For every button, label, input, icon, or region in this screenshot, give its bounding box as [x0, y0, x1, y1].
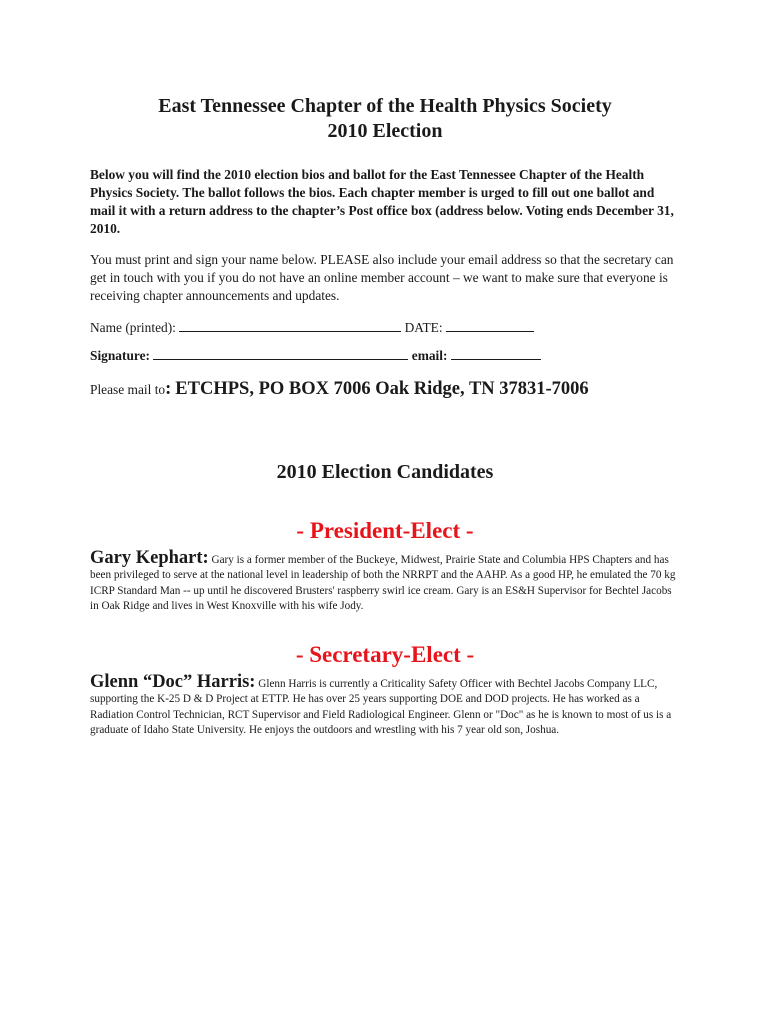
secretary-candidate-bio: Glenn Harris is currently a Criticality Safety Officer with Bechtel Jacobs Company LLC, supporting the K-25 D & D Project at ETTP. He has over 25 years supporting DOE and DOD projects. He has worked as a Radiation Control Technician, RCT Supervisor and Field Radiological Engineer. Glenn or "Doc" as he is known to most of us is a graduate of Idaho State University. He enjoys the outdoors and wrestling with his 7 year old son, Joshua.	[90, 677, 672, 737]
president-candidate-name: Gary Kephart:	[90, 547, 209, 568]
mail-colon: :	[165, 378, 172, 399]
president-candidate-bio: Gary is a former member of the Buckeye, Midwest, Prairie State and Columbia HPS Chapters and has been privileged to serve at the national level in leadership of both the NRRPT and the AAHP. As a good HP, he emulated the 70 kg ICRP Standard Man -- up until he discovered Brusters' raspberry swirl ice cream. Gary is an ES&H Supervisor for Bechtel Jacobs in Oak Ridge and lives in West Knoxville with his wife Jody.	[90, 553, 676, 613]
president-elect-heading: - President-Elect -	[296, 517, 474, 543]
date-blank[interactable]	[446, 319, 534, 332]
mail-prefix: Please mail to	[90, 381, 166, 397]
date-label: DATE:	[404, 319, 443, 335]
intro-paragraph: Below you will find the 2010 election bios and ballot for the East Tennessee Chapter of the Health Physics Society. The ballot follows the bios. Each chapter member is urged to fill out one ballot and mail it with a return address to the chapter’s Post office box (address below. Voting ends December 31, 2010.	[90, 167, 674, 236]
document-page	[90, 94, 680, 750]
mail-address: ETCHPS, PO BOX 7006 Oak Ridge, TN 37831-7006	[175, 378, 589, 399]
title-line-2: 2010 Election	[327, 120, 443, 142]
secretary-elect-heading: - Secretary-Elect -	[295, 641, 475, 667]
name-blank[interactable]	[179, 319, 401, 332]
email-blank[interactable]	[451, 347, 541, 360]
title-line-1: East Tennessee Chapter of the Health Physics Society	[158, 95, 612, 117]
mail-row	[90, 379, 680, 400]
name-date-row	[90, 319, 680, 337]
email-label: email:	[411, 347, 448, 363]
signature-label: Signature:	[90, 347, 151, 363]
president-candidate	[90, 547, 680, 615]
signature-blank[interactable]	[153, 347, 408, 360]
candidates-heading: 2010 Election Candidates	[276, 460, 494, 483]
name-label: Name (printed):	[90, 319, 176, 335]
secretary-candidate-name: Glenn “Doc” Harris:	[90, 671, 256, 692]
instructions-paragraph: You must print and sign your name below. PLEASE also include your email address so that the secretary can get in touch with you if you do not have an online member account – we want to make sure that everyone is receiving chapter announcements and updates.	[90, 252, 674, 304]
secretary-candidate	[90, 671, 680, 739]
document-title	[90, 94, 680, 144]
signature-email-row	[90, 347, 680, 365]
